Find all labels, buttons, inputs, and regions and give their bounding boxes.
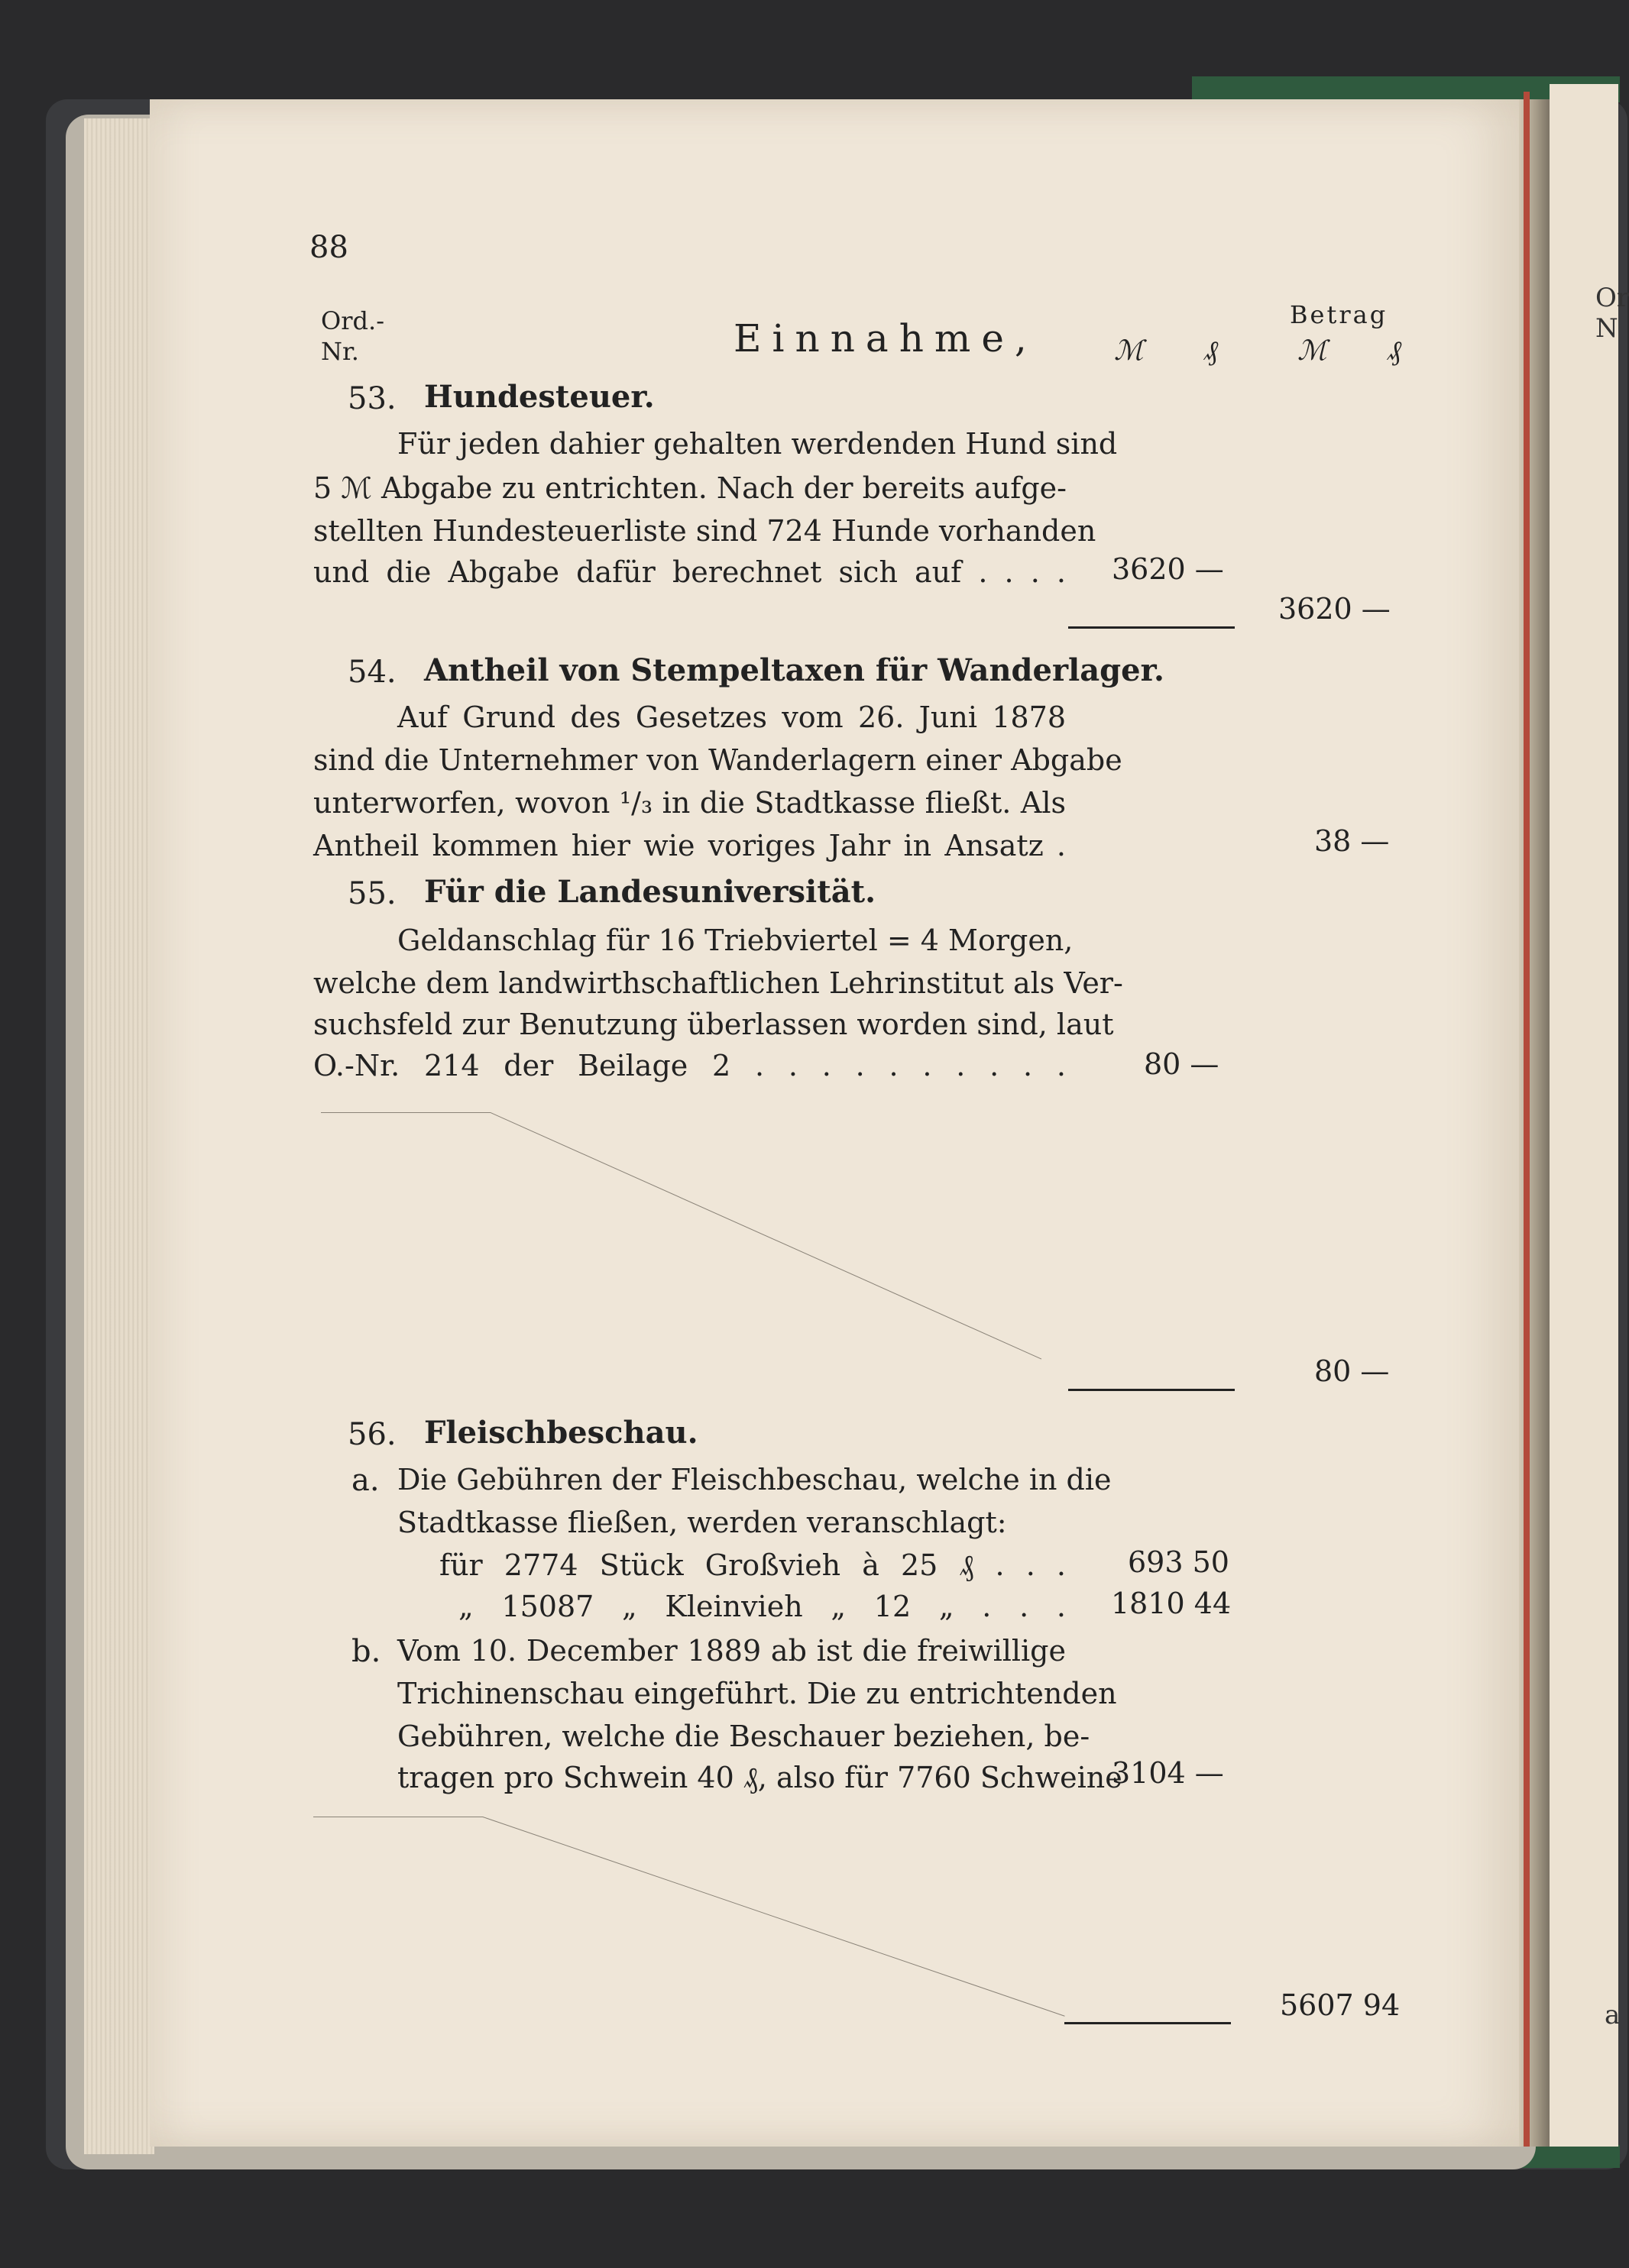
facing-page-fragment-bottom: a (1605, 2000, 1621, 2030)
entry-title: Hundesteuer. (424, 379, 655, 415)
entry-total: 5607 94 (1280, 1988, 1401, 2022)
entry-line: Stadtkasse fließen, werden veranschlagt: (397, 1506, 1007, 1539)
entry-line: und die Abgabe dafür berechnet sich auf . . . . (313, 555, 1066, 589)
cancel-line (321, 1112, 491, 1113)
entry-line: Die Gebühren der Fleischbeschau, welche in die (397, 1463, 1112, 1496)
entry-line: suchsfeld zur Benutzung überlassen worden sind, laut (313, 1008, 1114, 1041)
column-header-betrag: Betrag (1290, 300, 1388, 329)
entry-line: Auf Grund des Gesetzes vom 26. Juni 1878 (397, 700, 1066, 734)
column-header-currency-1: ℳ ₰ (1114, 335, 1244, 367)
entry-line: sind die Unternehmer von Wanderlagern einer Abgabe (313, 743, 1122, 777)
sub-label-a: a. (351, 1463, 380, 1498)
entry-line: O.-Nr. 214 der Beilage 2 . . . . . . . . . . (313, 1049, 1066, 1082)
entry-line: Antheil kommen hier wie voriges Jahr in Ansatz . (313, 829, 1066, 862)
entry-number: 56. (348, 1417, 397, 1452)
sub-item-amount: 3104 — (1112, 1756, 1224, 1790)
entry-number: 53. (348, 381, 397, 416)
sub-item-amount: 693 50 (1128, 1545, 1229, 1579)
entry-number: 55. (348, 876, 397, 911)
entry-line: 5 ℳ Abgabe zu entrichten. Nach der bereits aufge- (313, 471, 1067, 505)
facing-page-fragment-top: Or N (1595, 283, 1629, 344)
entry-line: Geldanschlag für 16 Triebviertel = 4 Morgen, (397, 924, 1074, 957)
sub-label-b: b. (351, 1634, 381, 1669)
sub-item-amount: 1810 44 (1111, 1587, 1232, 1620)
sum-rule (1064, 2022, 1231, 2024)
sum-rule (1068, 1389, 1235, 1391)
entry-number: 54. (348, 655, 397, 690)
entry-amount: 3620 — (1112, 552, 1224, 586)
entry-line: Vom 10. December 1889 ab ist die freiwillige (397, 1634, 1066, 1668)
entry-line: stellten Hundesteuerliste sind 724 Hunde vorhanden (313, 514, 1096, 548)
entry-title: Antheil von Stempeltaxen für Wanderlager. (424, 652, 1164, 688)
column-header-ord-nr: Ord.- Nr. (321, 306, 384, 366)
entry-total: 3620 — (1278, 592, 1391, 626)
entry-title: Für die Landesuniversität. (424, 874, 876, 910)
page-number: 88 (309, 230, 348, 265)
entry-line: Gebühren, welche die Beschauer beziehen, be- (397, 1720, 1090, 1753)
page-title: Einnahme, (734, 316, 1038, 361)
entry-title: Fleischbeschau. (424, 1415, 698, 1451)
entry-line: Trichinenschau eingeführt. Die zu entrichtenden (397, 1677, 1117, 1710)
page-edges (84, 118, 154, 2154)
entry-line: tragen pro Schwein 40 ₰, also für 7760 Schweine (397, 1761, 1122, 1794)
entry-amount: 80 — (1144, 1047, 1219, 1081)
sum-rule (1068, 626, 1235, 629)
entry-total: 38 — (1314, 824, 1390, 858)
page-red-edge (1524, 92, 1530, 2147)
sub-item-text: „ 15087 „ Kleinvieh „ 12 „ . . . (458, 1590, 1066, 1623)
entry-total: 80 — (1314, 1354, 1390, 1388)
entry-line: unterworfen, wovon ¹/₃ in die Stadtkasse fließt. Als (313, 786, 1066, 820)
column-header-currency-2: ℳ ₰ (1297, 335, 1427, 367)
entry-line: Für jeden dahier gehalten werdenden Hund sind (397, 427, 1118, 461)
entry-line: welche dem landwirthschaftlichen Lehrinstitut als Ver- (313, 966, 1123, 1000)
facing-page (1550, 84, 1621, 2147)
sub-item-text: für 2774 Stück Großvieh à 25 ₰ . . . (439, 1548, 1066, 1582)
